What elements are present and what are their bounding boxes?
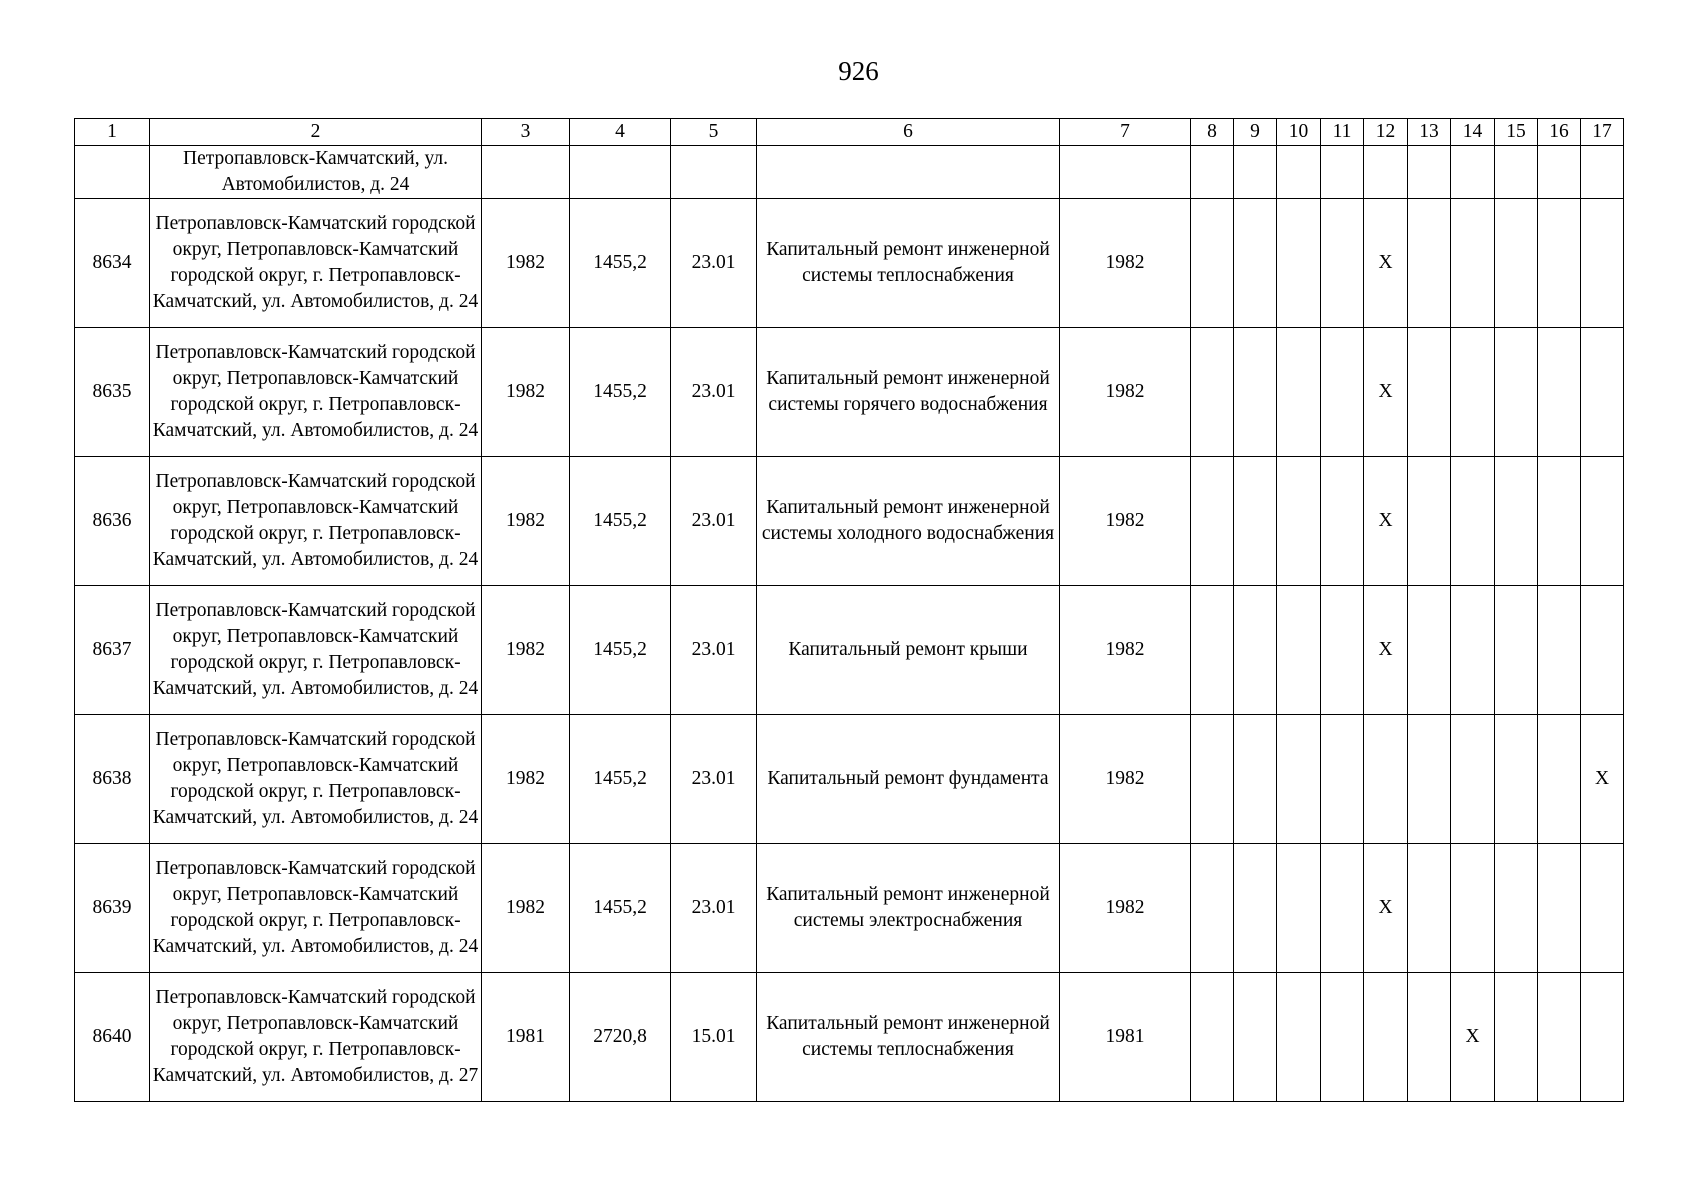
cell-mark-col15 (1495, 844, 1538, 973)
cell-mark-col8 (1191, 457, 1234, 586)
column-header: 17 (1581, 119, 1624, 146)
cell-mark-col10 (1277, 328, 1321, 457)
column-header: 8 (1191, 119, 1234, 146)
cell-mark-col13 (1408, 973, 1451, 1102)
cell-mark-col14 (1451, 844, 1495, 973)
cell-mark-col10 (1277, 199, 1321, 328)
continuation-row (75, 146, 1624, 199)
column-header: 4 (570, 119, 671, 146)
cell-mark-col11 (1321, 844, 1364, 973)
cell-code: 23.01 (671, 844, 757, 973)
cell-mark-col15 (1495, 457, 1538, 586)
cell-year-col7: 1982 (1060, 586, 1191, 715)
cell-mark-col13 (1408, 586, 1451, 715)
capital-repair-table (74, 118, 1624, 1102)
table-row (75, 328, 1624, 457)
cell-area: 1455,2 (570, 328, 671, 457)
cell-mark-col17 (1581, 586, 1624, 715)
cell-mark-col9 (1234, 844, 1277, 973)
cell-mark-col16 (1538, 844, 1581, 973)
cell-work-type: Капитальный ремонт инженерной системы горячего водоснабжения (757, 328, 1060, 457)
cell-area: 1455,2 (570, 844, 671, 973)
cell-year: 1982 (482, 586, 570, 715)
cell-mark-col15 (1495, 586, 1538, 715)
cell-area: 1455,2 (570, 586, 671, 715)
column-header: 11 (1321, 119, 1364, 146)
header-row (75, 119, 1624, 146)
cell-mark-col15 (1495, 715, 1538, 844)
cell-mark-col8 (1191, 199, 1234, 328)
cell-mark-col12: X (1364, 457, 1408, 586)
cell-year-col7: 1982 (1060, 199, 1191, 328)
cell-mark-col8 (1191, 586, 1234, 715)
cell-mark-col14 (1451, 199, 1495, 328)
cell-code: 23.01 (671, 586, 757, 715)
cell-address: Петропавловск-Камчатский городской округ, Петропавловск-Камчатский городской округ, г. Петропавловск-Камчатский, ул. Автомобилистов, д. 24 (150, 844, 482, 973)
cell-id (75, 146, 150, 199)
cell-mark-col16 (1538, 199, 1581, 328)
cell-mark-col15 (1495, 973, 1538, 1102)
cell-address: Петропавловск-Камчатский, ул. Автомобилистов, д. 24 (150, 146, 482, 199)
cell-mark-col17 (1581, 199, 1624, 328)
cell-mark-col10 (1277, 586, 1321, 715)
cell-id: 8640 (75, 973, 150, 1102)
cell-mark-col16 (1538, 328, 1581, 457)
cell-code: 23.01 (671, 328, 757, 457)
cell-year-col7: 1981 (1060, 973, 1191, 1102)
cell-mark-col16 (1538, 715, 1581, 844)
cell-mark-col14 (1451, 457, 1495, 586)
cell-id: 8636 (75, 457, 150, 586)
cell-mark-col16 (1538, 457, 1581, 586)
cell-mark-col11 (1321, 328, 1364, 457)
cell-mark-col8 (1191, 715, 1234, 844)
cell-area: 2720,8 (570, 973, 671, 1102)
cell-mark-col9 (1234, 586, 1277, 715)
cell-mark-col13 (1408, 715, 1451, 844)
cell-mark-col10 (1277, 457, 1321, 586)
page-number: 926 (838, 56, 879, 86)
cell-mark-col13 (1408, 199, 1451, 328)
column-header: 10 (1277, 119, 1321, 146)
cell-mark-col10 (1277, 844, 1321, 973)
column-header: 3 (482, 119, 570, 146)
cell-work-type: Капитальный ремонт инженерной системы теплоснабжения (757, 199, 1060, 328)
cell-mark-col17: X (1581, 715, 1624, 844)
cell-work-type: Капитальный ремонт инженерной системы холодного водоснабжения (757, 457, 1060, 586)
cell-year: 1982 (482, 199, 570, 328)
cell-address: Петропавловск-Камчатский городской округ, Петропавловск-Камчатский городской округ, г. Петропавловск-Камчатский, ул. Автомобилистов, д. 27 (150, 973, 482, 1102)
cell-mark-col11 (1321, 199, 1364, 328)
column-header: 13 (1408, 119, 1451, 146)
cell-year: 1982 (482, 844, 570, 973)
cell-id: 8639 (75, 844, 150, 973)
table-row (75, 586, 1624, 715)
table-row (75, 973, 1624, 1102)
cell-mark-col9 (1234, 199, 1277, 328)
cell-mark-col9 (1234, 457, 1277, 586)
cell-code: 23.01 (671, 715, 757, 844)
cell-work-type: Капитальный ремонт фундамента (757, 715, 1060, 844)
cell-mark-col17 (1581, 457, 1624, 586)
cell-year: 1981 (482, 973, 570, 1102)
cell-mark-col13 (1408, 328, 1451, 457)
cell-year: 1982 (482, 457, 570, 586)
cell-mark-col8 (1191, 844, 1234, 973)
column-header: 6 (757, 119, 1060, 146)
cell-mark-col12 (1364, 973, 1408, 1102)
column-header: 14 (1451, 119, 1495, 146)
cell-year-col7: 1982 (1060, 715, 1191, 844)
cell-address: Петропавловск-Камчатский городской округ, Петропавловск-Камчатский городской округ, г. Петропавловск-Камчатский, ул. Автомобилистов, д. 24 (150, 715, 482, 844)
cell-mark-col11 (1321, 715, 1364, 844)
cell-mark-col9 (1234, 973, 1277, 1102)
cell-code: 23.01 (671, 199, 757, 328)
cell-year: 1982 (482, 328, 570, 457)
cell-year-col7: 1982 (1060, 328, 1191, 457)
cell-mark-col11 (1321, 586, 1364, 715)
cell-mark-col14: X (1451, 973, 1495, 1102)
cell-mark-col14 (1451, 328, 1495, 457)
cell-mark-col10 (1277, 973, 1321, 1102)
table-row (75, 844, 1624, 973)
column-header: 12 (1364, 119, 1408, 146)
cell-area: 1455,2 (570, 457, 671, 586)
cell-mark-col10 (1277, 715, 1321, 844)
cell-mark-col13 (1408, 457, 1451, 586)
cell-mark-col16 (1538, 586, 1581, 715)
cell-mark-col8 (1191, 973, 1234, 1102)
cell-work-type: Капитальный ремонт инженерной системы теплоснабжения (757, 973, 1060, 1102)
column-header: 2 (150, 119, 482, 146)
cell-year-col7: 1982 (1060, 457, 1191, 586)
cell-mark-col14 (1451, 586, 1495, 715)
column-header: 16 (1538, 119, 1581, 146)
cell-mark-col12: X (1364, 844, 1408, 973)
cell-mark-col17 (1581, 328, 1624, 457)
cell-mark-col17 (1581, 844, 1624, 973)
cell-address: Петропавловск-Камчатский городской округ, Петропавловск-Камчатский городской округ, г. Петропавловск-Камчатский, ул. Автомобилистов, д. 24 (150, 586, 482, 715)
table-row (75, 199, 1624, 328)
cell-mark-col13 (1408, 844, 1451, 973)
cell-mark-col12: X (1364, 199, 1408, 328)
cell-id: 8637 (75, 586, 150, 715)
cell-area: 1455,2 (570, 715, 671, 844)
cell-work-type: Капитальный ремонт крыши (757, 586, 1060, 715)
cell-mark-col11 (1321, 457, 1364, 586)
cell-mark-col12: X (1364, 586, 1408, 715)
table-row (75, 457, 1624, 586)
cell-mark-col9 (1234, 715, 1277, 844)
cell-mark-col12: X (1364, 328, 1408, 457)
cell-code: 23.01 (671, 457, 757, 586)
cell-mark-col9 (1234, 328, 1277, 457)
column-header: 1 (75, 119, 150, 146)
cell-address: Петропавловск-Камчатский городской округ, Петропавловск-Камчатский городской округ, г. Петропавловск-Камчатский, ул. Автомобилистов, д. 24 (150, 457, 482, 586)
cell-work-type: Капитальный ремонт инженерной системы электроснабжения (757, 844, 1060, 973)
cell-address: Петропавловск-Камчатский городской округ, Петропавловск-Камчатский городской округ, г. Петропавловск-Камчатский, ул. Автомобилистов, д. 24 (150, 328, 482, 457)
cell-mark-col16 (1538, 973, 1581, 1102)
cell-year-col7: 1982 (1060, 844, 1191, 973)
cell-address: Петропавловск-Камчатский городской округ, Петропавловск-Камчатский городской округ, г. Петропавловск-Камчатский, ул. Автомобилистов, д. 24 (150, 199, 482, 328)
column-header: 9 (1234, 119, 1277, 146)
table-row (75, 715, 1624, 844)
cell-id: 8635 (75, 328, 150, 457)
cell-mark-col17 (1581, 973, 1624, 1102)
cell-mark-col14 (1451, 715, 1495, 844)
cell-area: 1455,2 (570, 199, 671, 328)
cell-code: 15.01 (671, 973, 757, 1102)
cell-id: 8638 (75, 715, 150, 844)
cell-year: 1982 (482, 715, 570, 844)
column-header: 5 (671, 119, 757, 146)
cell-mark-col11 (1321, 973, 1364, 1102)
cell-mark-col15 (1495, 199, 1538, 328)
cell-mark-col12 (1364, 715, 1408, 844)
cell-mark-col15 (1495, 328, 1538, 457)
column-header: 7 (1060, 119, 1191, 146)
column-header: 15 (1495, 119, 1538, 146)
cell-mark-col8 (1191, 328, 1234, 457)
cell-id: 8634 (75, 199, 150, 328)
